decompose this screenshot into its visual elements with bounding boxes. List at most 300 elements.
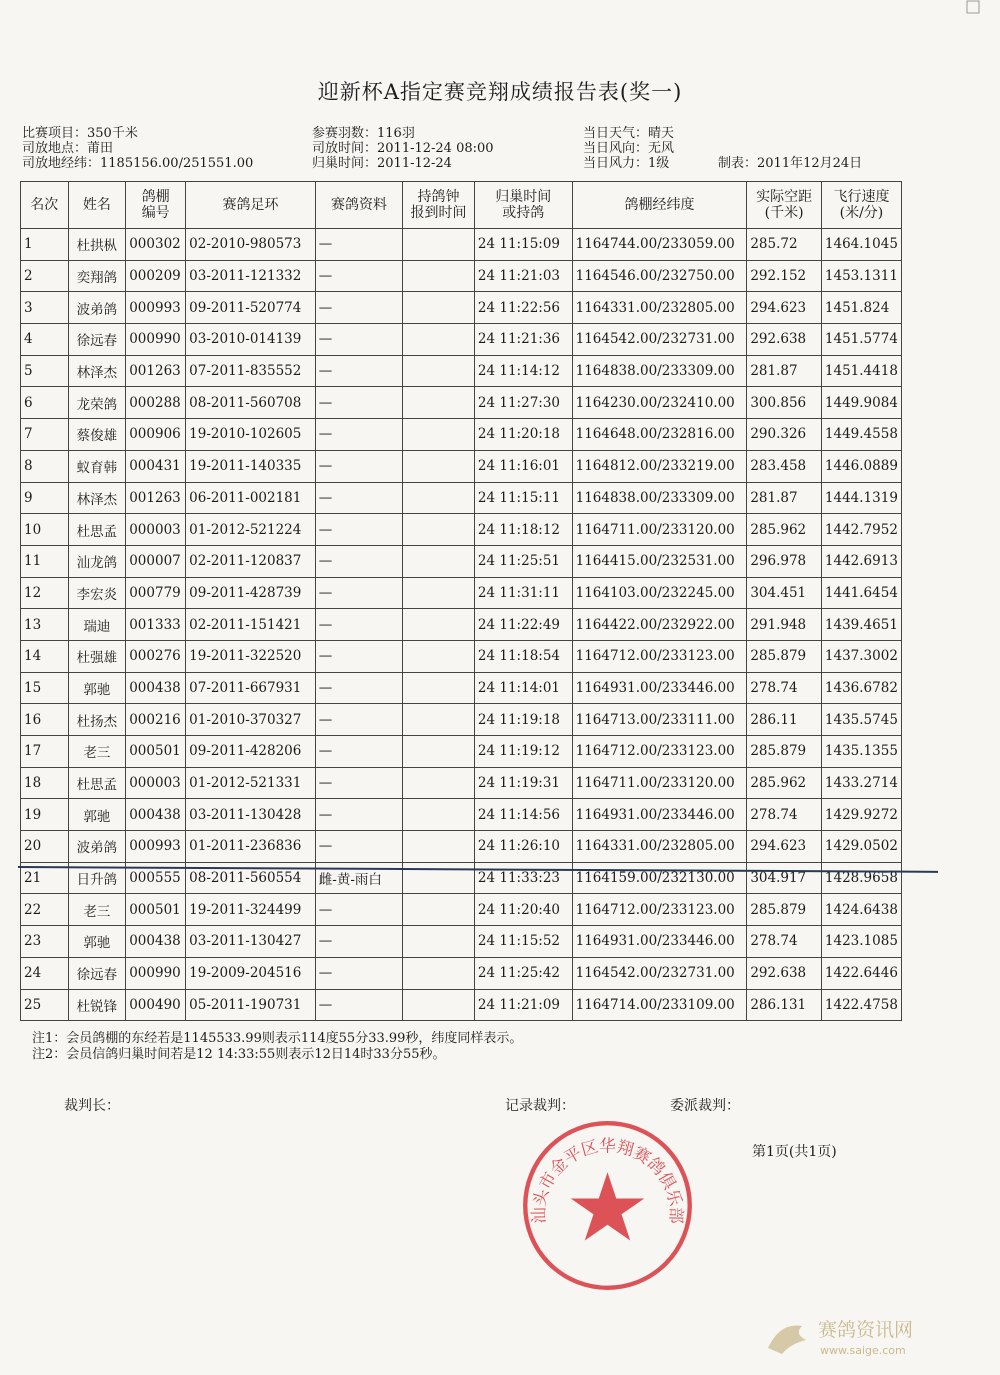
cell-distance: 286.131 — [747, 989, 822, 1021]
cell-distance: 291.948 — [747, 609, 822, 641]
cell-bird-info: — — [315, 387, 402, 419]
cell-bird-info: — — [315, 292, 402, 324]
cell-speed: 1436.6782 — [821, 672, 901, 704]
cell-rank: 16 — [21, 704, 69, 736]
meta-return-date: 归巢时间：2011-12-24 — [312, 156, 452, 171]
cell-ring-number: 09-2011-428206 — [186, 736, 316, 768]
cell-ring-number: 19-2011-324499 — [186, 894, 316, 926]
cell-ring-number: 05-2011-190731 — [186, 989, 316, 1021]
cell-ring-number: 02-2010-980573 — [186, 229, 316, 261]
watermark-name: 赛鸽资讯网 — [818, 1319, 914, 1341]
cell-bird-info: — — [315, 831, 402, 863]
cell-loft-id: 000209 — [126, 260, 186, 292]
header-loft-id: 鸽棚 编号 — [126, 182, 186, 229]
recording-referee-label: 记录裁判： — [505, 1098, 575, 1114]
club-seal-stamp — [520, 1118, 695, 1293]
cell-arrival-time: 24 11:14:01 — [474, 672, 572, 704]
header-rank: 名次 — [21, 182, 69, 229]
cell-clock-time — [403, 482, 475, 514]
cell-clock-time — [403, 799, 475, 831]
cell-name: 郭驰 — [68, 926, 126, 958]
saige-watermark — [760, 1310, 960, 1360]
cell-name: 波弟鸽 — [68, 831, 126, 863]
cell-speed: 1429.9272 — [821, 799, 901, 831]
cell-distance: 285.879 — [747, 894, 822, 926]
cell-speed: 1422.6446 — [821, 957, 901, 989]
header-name: 姓名 — [68, 182, 126, 229]
cell-loft-id: 000438 — [126, 672, 186, 704]
table-row — [21, 704, 902, 736]
cell-name: 老三 — [68, 736, 126, 768]
report-title: 迎新杯A指定赛竞翔成绩报告表(奖一) — [317, 80, 683, 104]
cell-name: 徐远春 — [68, 324, 126, 356]
cell-arrival-time: 24 11:18:54 — [474, 640, 572, 672]
cell-clock-time — [403, 736, 475, 768]
table-header-row — [21, 182, 902, 229]
cell-ring-number: 01-2012-521331 — [186, 767, 316, 799]
cell-speed: 1453.1311 — [821, 260, 901, 292]
cell-clock-time — [403, 862, 475, 894]
cell-clock-time — [403, 926, 475, 958]
cell-bird-info: — — [315, 229, 402, 261]
cell-name: 杜思孟 — [68, 514, 126, 546]
chief-referee-label: 裁判长： — [64, 1098, 120, 1114]
cell-name: 龙荣鸽 — [68, 387, 126, 419]
cell-loft-id: 000990 — [126, 324, 186, 356]
table-row — [21, 577, 902, 609]
cell-clock-time — [403, 640, 475, 672]
cell-bird-info: — — [315, 926, 402, 958]
cell-loft-coords: 1164711.00/233120.00 — [572, 514, 747, 546]
table-row — [21, 545, 902, 577]
meta-release-site: 司放地点：莆田 — [22, 141, 114, 156]
cell-clock-time — [403, 957, 475, 989]
cell-loft-id: 000555 — [126, 862, 186, 894]
cell-bird-info: — — [315, 577, 402, 609]
cell-loft-id: 000431 — [126, 450, 186, 482]
cell-speed: 1446.0889 — [821, 450, 901, 482]
table-row — [21, 672, 902, 704]
cell-ring-number: 08-2011-560554 — [186, 862, 316, 894]
meta-entries: 参赛羽数：116羽 — [312, 126, 415, 141]
cell-name: 杜思孟 — [68, 767, 126, 799]
cell-arrival-time: 24 11:21:03 — [474, 260, 572, 292]
cell-clock-time — [403, 831, 475, 863]
cell-ring-number: 01-2011-236836 — [186, 831, 316, 863]
cell-arrival-time: 24 11:14:12 — [474, 355, 572, 387]
cell-clock-time — [403, 894, 475, 926]
cell-rank: 14 — [21, 640, 69, 672]
cell-speed: 1437.3002 — [821, 640, 901, 672]
cell-distance: 292.152 — [747, 260, 822, 292]
table-row — [21, 260, 902, 292]
cell-ring-number: 09-2011-428739 — [186, 577, 316, 609]
cell-arrival-time: 24 11:22:49 — [474, 609, 572, 641]
cell-arrival-time: 24 11:27:30 — [474, 387, 572, 419]
cell-clock-time — [403, 514, 475, 546]
cell-rank: 8 — [21, 450, 69, 482]
table-row — [21, 355, 902, 387]
cell-distance: 296.978 — [747, 545, 822, 577]
cell-loft-id: 000501 — [126, 736, 186, 768]
cell-speed: 1441.6454 — [821, 577, 901, 609]
header-bird-info: 赛鸽资料 — [315, 182, 402, 229]
cell-rank: 21 — [21, 862, 69, 894]
cell-rank: 24 — [21, 957, 69, 989]
note-1: 注1：会员鸽棚的东经若是1145533.99则表示114度55分33.99秒，纬度同样表示。 — [32, 1031, 523, 1046]
cell-distance: 281.87 — [747, 355, 822, 387]
cell-name: 汕龙鸽 — [68, 545, 126, 577]
cell-loft-id: 000501 — [126, 894, 186, 926]
cell-speed: 1451.5774 — [821, 324, 901, 356]
table-row — [21, 640, 902, 672]
cell-speed: 1451.824 — [821, 292, 901, 324]
cell-clock-time — [403, 672, 475, 704]
table-row — [21, 419, 902, 451]
cell-speed: 1424.6438 — [821, 894, 901, 926]
cell-rank: 2 — [21, 260, 69, 292]
cell-arrival-time: 24 11:31:11 — [474, 577, 572, 609]
cell-distance: 285.879 — [747, 640, 822, 672]
cell-clock-time — [403, 387, 475, 419]
cell-loft-coords: 1164711.00/233120.00 — [572, 767, 747, 799]
cell-rank: 22 — [21, 894, 69, 926]
seal-star-icon — [571, 1172, 645, 1240]
cell-rank: 12 — [21, 577, 69, 609]
cell-rank: 1 — [21, 229, 69, 261]
table-row — [21, 482, 902, 514]
cell-loft-id: 000438 — [126, 799, 186, 831]
cell-rank: 20 — [21, 831, 69, 863]
table-row — [21, 514, 902, 546]
cell-bird-info: — — [315, 957, 402, 989]
cell-loft-coords: 1164648.00/232816.00 — [572, 419, 747, 451]
cell-distance: 290.326 — [747, 419, 822, 451]
cell-ring-number: 01-2012-521224 — [186, 514, 316, 546]
cell-bird-info: — — [315, 419, 402, 451]
cell-speed: 1451.4418 — [821, 355, 901, 387]
cell-distance: 292.638 — [747, 957, 822, 989]
cell-speed: 1435.5745 — [821, 704, 901, 736]
assigned-referee-label: 委派裁判： — [670, 1098, 740, 1114]
notes — [32, 1031, 522, 1063]
meta-wind-force: 当日风力：1级 — [583, 156, 670, 171]
cell-arrival-time: 24 11:15:52 — [474, 926, 572, 958]
cell-clock-time — [403, 609, 475, 641]
cell-loft-id: 000438 — [126, 926, 186, 958]
table-row — [21, 926, 902, 958]
cell-bird-info: — — [315, 736, 402, 768]
cell-arrival-time: 24 11:15:09 — [474, 229, 572, 261]
cell-speed: 1449.4558 — [821, 419, 901, 451]
cell-ring-number: 03-2011-121332 — [186, 260, 316, 292]
cell-clock-time — [403, 989, 475, 1021]
cell-name: 李宏炎 — [68, 577, 126, 609]
meta-release-time: 司放时间：2011-12-24 08:00 — [312, 141, 494, 156]
cell-name: 奕翔鸽 — [68, 260, 126, 292]
cell-name: 杜强雄 — [68, 640, 126, 672]
table-row — [21, 894, 902, 926]
cell-arrival-time: 24 11:19:31 — [474, 767, 572, 799]
cell-rank: 11 — [21, 545, 69, 577]
cell-rank: 3 — [21, 292, 69, 324]
cell-name: 老三 — [68, 894, 126, 926]
cell-ring-number: 19-2011-322520 — [186, 640, 316, 672]
cell-loft-coords: 1164931.00/233446.00 — [572, 799, 747, 831]
table-row — [21, 831, 902, 863]
cell-name: 郭驰 — [68, 799, 126, 831]
cell-ring-number: 06-2011-002181 — [186, 482, 316, 514]
cell-bird-info: — — [315, 545, 402, 577]
cell-rank: 25 — [21, 989, 69, 1021]
cell-bird-info: — — [315, 450, 402, 482]
cell-loft-id: 000007 — [126, 545, 186, 577]
cell-ring-number: 02-2011-151421 — [186, 609, 316, 641]
note-2: 注2：会员信鸽归巢时间若是12 14:33:55则表示12日14时33分55秒。 — [32, 1047, 446, 1062]
cell-ring-number: 19-2011-140335 — [186, 450, 316, 482]
cell-loft-coords: 1164422.00/232922.00 — [572, 609, 747, 641]
meta-wind-direction: 当日风向：无风 — [583, 141, 675, 156]
cell-name: 蔡俊雄 — [68, 419, 126, 451]
cell-arrival-time: 24 11:26:10 — [474, 831, 572, 863]
cell-ring-number: 03-2011-130427 — [186, 926, 316, 958]
cell-loft-id: 000276 — [126, 640, 186, 672]
meta-column-2 — [312, 126, 494, 171]
cell-loft-id: 000779 — [126, 577, 186, 609]
cell-loft-coords: 1164546.00/232750.00 — [572, 260, 747, 292]
cell-loft-coords: 1164331.00/232805.00 — [572, 831, 747, 863]
cell-clock-time — [403, 704, 475, 736]
table-row — [21, 736, 902, 768]
cell-arrival-time: 24 11:14:56 — [474, 799, 572, 831]
cell-clock-time — [403, 577, 475, 609]
cell-arrival-time: 24 11:25:42 — [474, 957, 572, 989]
cell-loft-id: 000993 — [126, 831, 186, 863]
table-row — [21, 609, 902, 641]
cell-loft-coords: 1164838.00/233309.00 — [572, 482, 747, 514]
header-arrival-time: 归巢时间 或持鸽 — [474, 182, 572, 229]
cell-distance: 285.962 — [747, 514, 822, 546]
cell-loft-coords: 1164713.00/233111.00 — [572, 704, 747, 736]
cell-arrival-time: 24 11:16:01 — [474, 450, 572, 482]
header-loft-coords: 鸽棚经纬度 — [572, 182, 747, 229]
cell-rank: 4 — [21, 324, 69, 356]
cell-distance: 281.87 — [747, 482, 822, 514]
cell-distance: 294.623 — [747, 292, 822, 324]
cell-arrival-time: 24 11:21:36 — [474, 324, 572, 356]
cell-bird-info: — — [315, 482, 402, 514]
cell-loft-coords: 1164712.00/233123.00 — [572, 736, 747, 768]
cell-speed: 1423.1085 — [821, 926, 901, 958]
cell-arrival-time: 24 11:20:40 — [474, 894, 572, 926]
cell-bird-info: — — [315, 609, 402, 641]
cell-name: 杜拱枞 — [68, 229, 126, 261]
table-row — [21, 324, 902, 356]
cell-rank: 9 — [21, 482, 69, 514]
cell-loft-coords: 1164230.00/232410.00 — [572, 387, 747, 419]
meta-column-1 — [22, 126, 253, 171]
cell-loft-coords: 1164159.00/232130.00 — [572, 862, 747, 894]
cell-rank: 10 — [21, 514, 69, 546]
cell-loft-coords: 1164415.00/232531.00 — [572, 545, 747, 577]
meta-event: 比赛项目：350千米 — [22, 126, 138, 141]
scan-corner-mark-icon — [966, 0, 980, 14]
header-clock-time: 持鸽钟 报到时间 — [403, 182, 475, 229]
cell-loft-coords: 1164103.00/232245.00 — [572, 577, 747, 609]
cell-name: 日升鸽 — [68, 862, 126, 894]
cell-loft-id: 000302 — [126, 229, 186, 261]
cell-bird-info: — — [315, 355, 402, 387]
cell-rank: 7 — [21, 419, 69, 451]
cell-speed: 1444.1319 — [821, 482, 901, 514]
cell-loft-id: 000003 — [126, 767, 186, 799]
cell-name: 杜扬杰 — [68, 704, 126, 736]
cell-rank: 23 — [21, 926, 69, 958]
cell-bird-info: — — [315, 640, 402, 672]
cell-rank: 18 — [21, 767, 69, 799]
cell-clock-time — [403, 229, 475, 261]
cell-loft-id: 000003 — [126, 514, 186, 546]
cell-bird-info: — — [315, 704, 402, 736]
cell-clock-time — [403, 324, 475, 356]
cell-speed: 1439.4651 — [821, 609, 901, 641]
cell-clock-time — [403, 260, 475, 292]
cell-clock-time — [403, 545, 475, 577]
cell-distance: 285.962 — [747, 767, 822, 799]
cell-ring-number: 07-2011-835552 — [186, 355, 316, 387]
cell-arrival-time: 24 11:19:12 — [474, 736, 572, 768]
cell-clock-time — [403, 450, 475, 482]
meta-made-date: 制表：2011年12月24日 — [718, 156, 863, 171]
cell-arrival-time: 24 11:15:11 — [474, 482, 572, 514]
cell-speed: 1435.1355 — [821, 736, 901, 768]
cell-speed: 1433.2714 — [821, 767, 901, 799]
cell-arrival-time: 24 11:20:18 — [474, 419, 572, 451]
cell-ring-number: 07-2011-667931 — [186, 672, 316, 704]
cell-distance: 300.856 — [747, 387, 822, 419]
cell-rank: 15 — [21, 672, 69, 704]
cell-clock-time — [403, 767, 475, 799]
cell-bird-info: — — [315, 514, 402, 546]
cell-loft-id: 000216 — [126, 704, 186, 736]
cell-distance: 304.451 — [747, 577, 822, 609]
cell-loft-id: 000490 — [126, 989, 186, 1021]
cell-loft-id: 000993 — [126, 292, 186, 324]
cell-loft-coords: 1164542.00/232731.00 — [572, 324, 747, 356]
cell-loft-id: 000288 — [126, 387, 186, 419]
table-row — [21, 450, 902, 482]
table-row — [21, 799, 902, 831]
cell-rank: 6 — [21, 387, 69, 419]
cell-speed: 1429.0502 — [821, 831, 901, 863]
cell-arrival-time: 24 11:22:56 — [474, 292, 572, 324]
cell-name: 郭驰 — [68, 672, 126, 704]
cell-clock-time — [403, 355, 475, 387]
table-row — [21, 957, 902, 989]
cell-loft-coords: 1164744.00/233059.00 — [572, 229, 747, 261]
cell-speed: 1442.7952 — [821, 514, 901, 546]
cell-distance: 278.74 — [747, 672, 822, 704]
cell-distance: 283.458 — [747, 450, 822, 482]
cell-name: 林泽杰 — [68, 355, 126, 387]
cell-loft-coords: 1164542.00/232731.00 — [572, 957, 747, 989]
cell-ring-number: 03-2011-130428 — [186, 799, 316, 831]
table-row — [21, 229, 902, 261]
cell-rank: 19 — [21, 799, 69, 831]
cell-distance: 294.623 — [747, 831, 822, 863]
cell-distance: 278.74 — [747, 926, 822, 958]
cell-bird-info: — — [315, 894, 402, 926]
cell-distance: 286.11 — [747, 704, 822, 736]
cell-distance: 285.72 — [747, 229, 822, 261]
cell-bird-info: — — [315, 260, 402, 292]
cell-loft-id: 000990 — [126, 957, 186, 989]
cell-name: 波弟鸽 — [68, 292, 126, 324]
cell-clock-time — [403, 292, 475, 324]
cell-speed: 1422.4758 — [821, 989, 901, 1021]
cell-ring-number: 08-2011-560708 — [186, 387, 316, 419]
cell-rank: 17 — [21, 736, 69, 768]
cell-loft-coords: 1164331.00/232805.00 — [572, 292, 747, 324]
cell-distance: 278.74 — [747, 799, 822, 831]
cell-distance: 285.879 — [747, 736, 822, 768]
cell-loft-id: 000906 — [126, 419, 186, 451]
page-number: 第1页(共1页) — [752, 1144, 837, 1160]
cell-distance: 292.638 — [747, 324, 822, 356]
cell-bird-info: — — [315, 799, 402, 831]
seal-text: 汕头市金平区华翔赛鸽俱乐部 — [529, 1136, 686, 1224]
cell-distance: 304.917 — [747, 862, 822, 894]
cell-bird-info: — — [315, 324, 402, 356]
cell-arrival-time: 24 11:21:09 — [474, 989, 572, 1021]
cell-ring-number: 09-2011-520774 — [186, 292, 316, 324]
cell-bird-info: — — [315, 767, 402, 799]
cell-name: 杜锐锋 — [68, 989, 126, 1021]
cell-name: 林泽杰 — [68, 482, 126, 514]
table-row — [21, 292, 902, 324]
cell-speed: 1464.1045 — [821, 229, 901, 261]
cell-rank: 13 — [21, 609, 69, 641]
cell-clock-time — [403, 419, 475, 451]
cell-ring-number: 19-2010-102605 — [186, 419, 316, 451]
cell-loft-id: 001263 — [126, 482, 186, 514]
cell-loft-id: 001263 — [126, 355, 186, 387]
cell-ring-number: 19-2009-204516 — [186, 957, 316, 989]
header-speed: 飞行速度 (米/分) — [821, 182, 901, 229]
cell-ring-number: 01-2010-370327 — [186, 704, 316, 736]
cell-loft-id: 001333 — [126, 609, 186, 641]
cell-speed: 1449.9084 — [821, 387, 901, 419]
meta-weather: 当日天气：晴天 — [583, 126, 675, 141]
cell-bird-info: 雌-黄-雨白 — [315, 862, 402, 894]
cell-loft-coords: 1164712.00/233123.00 — [572, 640, 747, 672]
meta-release-coords: 司放地经纬：1185156.00/251551.00 — [22, 156, 254, 171]
cell-loft-coords: 1164714.00/233109.00 — [572, 989, 747, 1021]
table-body — [21, 229, 902, 1021]
cell-name: 蚁育韩 — [68, 450, 126, 482]
table-row — [21, 989, 902, 1021]
cell-speed: 1442.6913 — [821, 545, 901, 577]
cell-bird-info: — — [315, 989, 402, 1021]
results-table — [20, 181, 902, 1021]
cell-arrival-time: 24 11:25:51 — [474, 545, 572, 577]
cell-loft-coords: 1164812.00/233219.00 — [572, 450, 747, 482]
cell-rank: 5 — [21, 355, 69, 387]
cell-bird-info: — — [315, 672, 402, 704]
cell-loft-coords: 1164712.00/233123.00 — [572, 894, 747, 926]
cell-loft-coords: 1164931.00/233446.00 — [572, 672, 747, 704]
cell-name: 徐远春 — [68, 957, 126, 989]
